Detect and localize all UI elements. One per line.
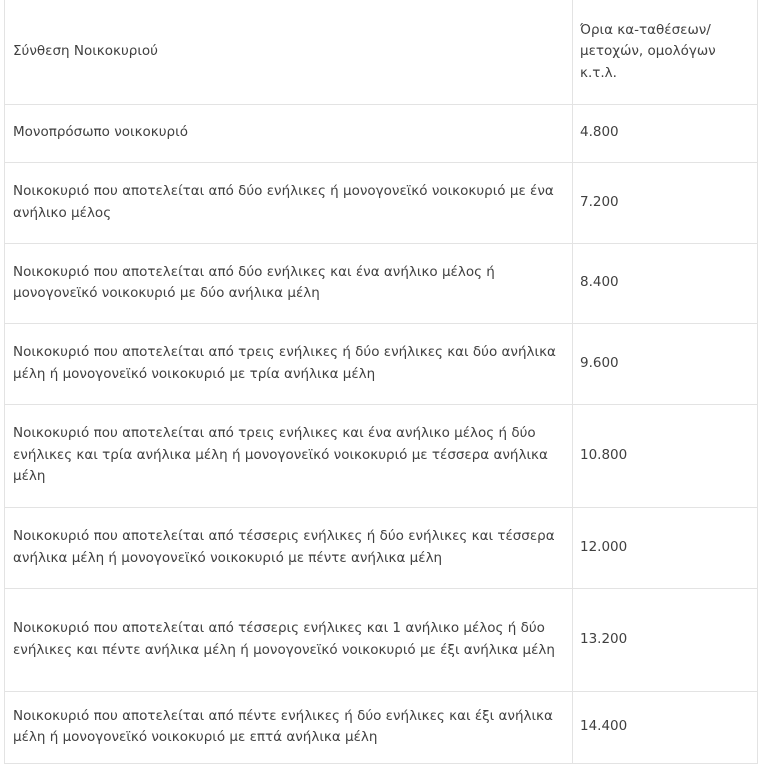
table-row xyxy=(5,162,758,243)
row-description: Νοικοκυριό που αποτελείται από τέσσερις ενήλικες και 1 ανήλικο μέλος ή δύο ενήλικες και πέντε ανήλικα μέλη ή μονογονεϊκό νοικοκυριό με έξι ανήλικα μέλη xyxy=(5,588,573,691)
row-description: Νοικοκυριό που αποτελείται από τέσσερις ενήλικες ή δύο ενήλικες και τέσσερα ανήλικα μέλη ή μονογονεϊκό νοικοκυριό με πέντε ανήλικα μέλη xyxy=(5,507,573,588)
table-row xyxy=(5,243,758,323)
row-description: Νοικοκυριό που αποτελείται από δύο ενήλικες και ένα ανήλικο μέλος ή μονογονεϊκό νοικοκυριό με δύο ανήλικα μέλη xyxy=(5,243,573,323)
table-row xyxy=(5,691,758,763)
row-limit-value: 7.200 xyxy=(573,162,758,243)
row-description: Νοικοκυριό που αποτελείται από τρεις ενήλικες και ένα ανήλικο μέλος ή δύο ενήλικες και τρία ανήλικα μέλη ή μονογονεϊκό νοικοκυριό με τέσσερα ανήλικα μέλη xyxy=(5,404,573,507)
table-row xyxy=(5,104,758,162)
row-limit-value: 14.400 xyxy=(573,691,758,763)
row-limit-value: 4.800 xyxy=(573,104,758,162)
household-limits-table xyxy=(4,0,758,764)
table-row xyxy=(5,323,758,404)
header-limits: Όρια κα-ταθέσεων/ μετοχών, ομολόγων κ.τ.λ. xyxy=(573,0,758,104)
row-description: Νοικοκυριό που αποτελείται από δύο ενήλικες ή μονογονεϊκό νοικοκυριό με ένα ανήλικο μέλος xyxy=(5,162,573,243)
table-header-row xyxy=(5,0,758,104)
row-limit-value: 10.800 xyxy=(573,404,758,507)
table-row xyxy=(5,507,758,588)
table-row xyxy=(5,588,758,691)
row-limit-value: 13.200 xyxy=(573,588,758,691)
header-composition: Σύνθεση Νοικοκυριού xyxy=(5,0,573,104)
row-description: Μονοπρόσωπο νοικοκυριό xyxy=(5,104,573,162)
row-limit-value: 8.400 xyxy=(573,243,758,323)
table-row xyxy=(5,404,758,507)
row-description: Νοικοκυριό που αποτελείται από πέντε ενήλικες ή δύο ενήλικες και έξι ανήλικα μέλη ή μονογονεϊκό νοικοκυριό με επτά ανήλικα μέλη xyxy=(5,691,573,763)
row-limit-value: 12.000 xyxy=(573,507,758,588)
row-description: Νοικοκυριό που αποτελείται από τρεις ενήλικες ή δύο ενήλικες και δύο ανήλικα μέλη ή μονογονεϊκό νοικοκυριό με τρία ανήλικα μέλη xyxy=(5,323,573,404)
row-limit-value: 9.600 xyxy=(573,323,758,404)
